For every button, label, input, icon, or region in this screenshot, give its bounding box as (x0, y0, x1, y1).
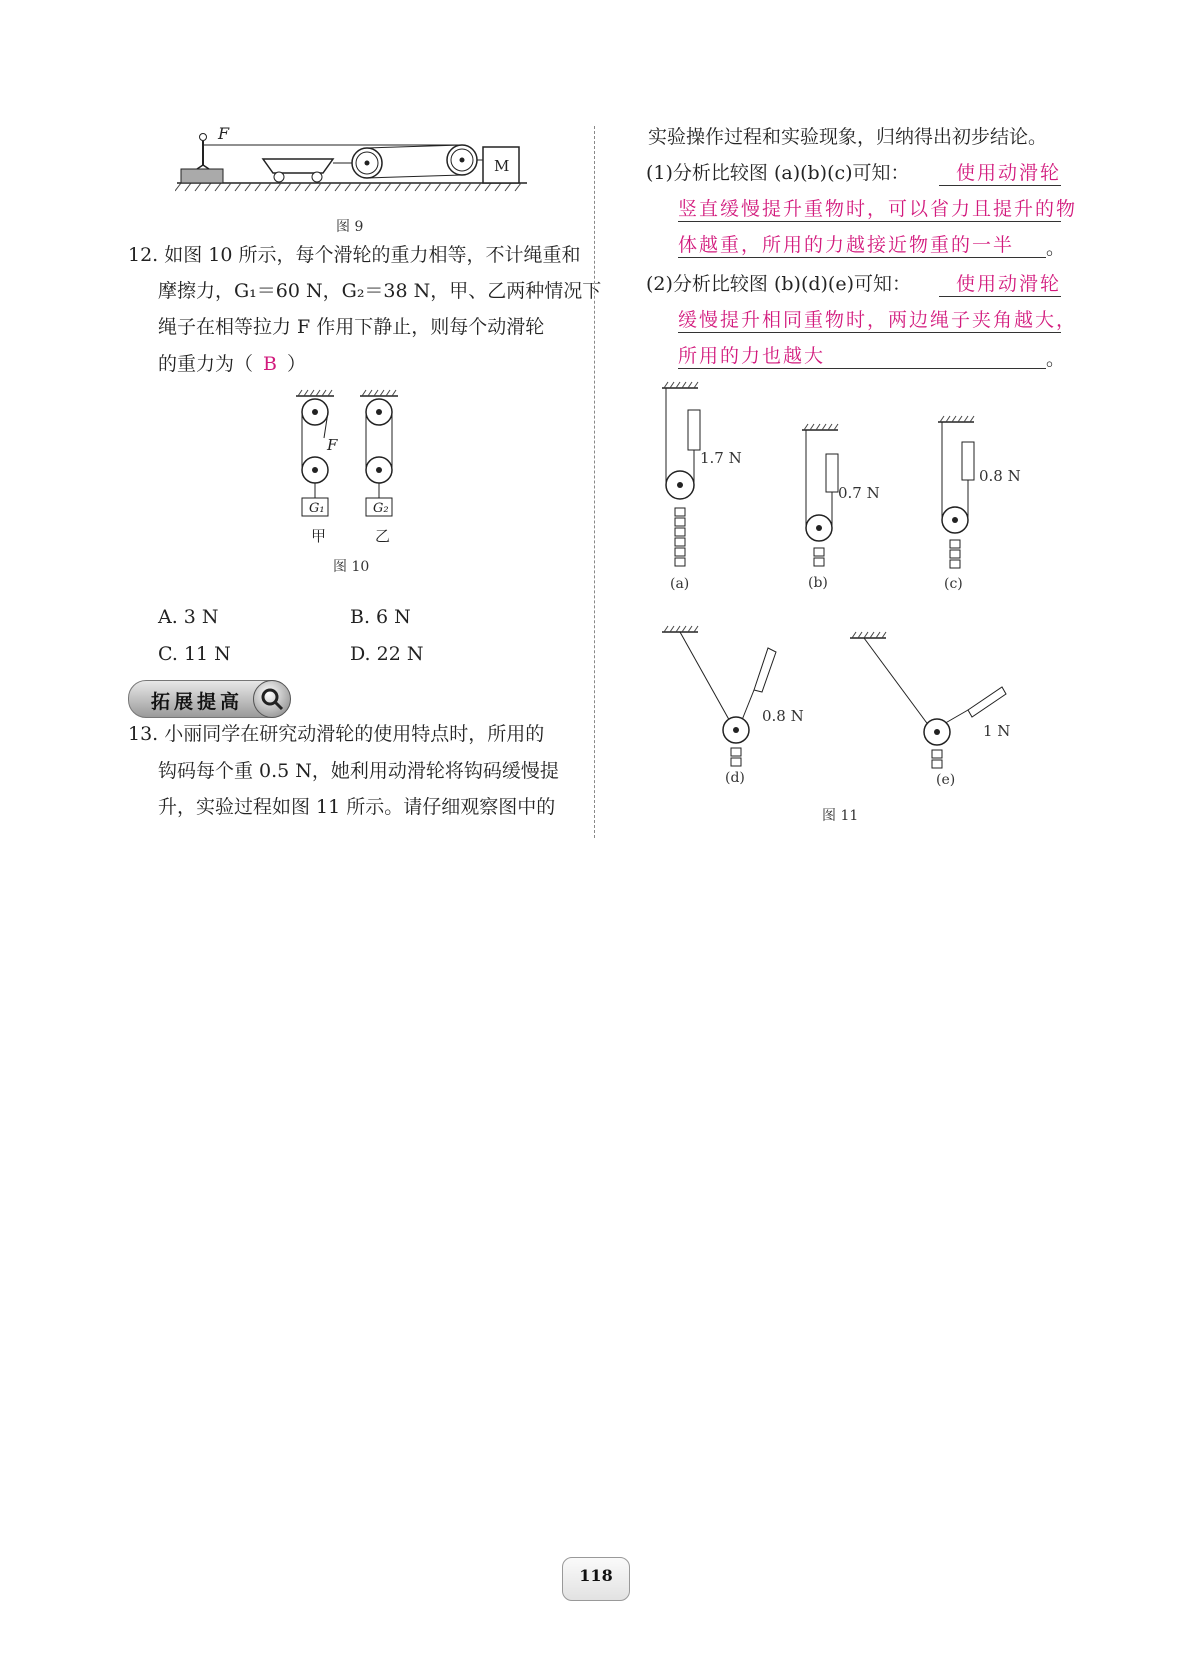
q12-option-c: C. 11 N (158, 643, 231, 665)
q12-suffix: ） (286, 353, 306, 375)
q12-line-4 (158, 352, 306, 376)
q12-prefix: 的重力为（ (158, 353, 254, 375)
fig11-reading-c: 0.8 N (979, 467, 1021, 485)
q13-part1-answer-3: 体越重，所用的力越接近物重的一半 (678, 233, 1046, 258)
page-number-box (562, 1557, 630, 1601)
figure-9-label-m: M (494, 157, 510, 175)
q12-line-2: 摩擦力，G₁＝60 N，G₂＝38 N，甲、乙两种情况下 (158, 280, 602, 302)
fig11-reading-e: 1 N (983, 722, 1011, 740)
q12-line-1: 12. 如图 10 所示，每个滑轮的重力相等，不计绳重和 (128, 244, 581, 266)
q13-line-1: 13. 小丽同学在研究动滑轮的使用特点时，所用的 (128, 723, 545, 745)
fig11-label-d: (d) (725, 770, 745, 786)
q13-line-3: 升，实验过程如图 11 所示。请仔细观察图中的 (158, 796, 556, 818)
section-banner (128, 680, 290, 718)
fig11-label-e: (e) (936, 772, 956, 788)
q13-part1-answer-2: 竖直缓慢提升重物时，可以省力且提升的物 (678, 198, 1078, 220)
page-number: 118 (579, 1566, 613, 1585)
figure-9-caption: 图 9 (336, 219, 364, 235)
q13-part2-end: 。 (1046, 348, 1066, 370)
q13-part2-answer-2: 缓慢提升相同重物时，两边绳子夹角越大， (678, 309, 1078, 331)
column-divider (594, 126, 595, 838)
section-banner-label: 拓展提高 (151, 691, 244, 713)
fig11-reading-a: 1.7 N (700, 449, 742, 467)
fig11-label-a: (a) (670, 576, 690, 592)
q13-continuation: 实验操作过程和实验现象，归纳得出初步结论。 (648, 126, 1048, 148)
fig11-reading-b: 0.7 N (838, 484, 880, 502)
fig11-reading-d: 0.8 N (762, 707, 804, 725)
q13-line-2: 钩码每个重 0.5 N，她利用动滑轮将钩码缓慢提 (158, 760, 559, 782)
q13-part2-answer-3: 所用的力也越大 (678, 344, 1046, 369)
q13-part2-answer-1: 使用动滑轮 (939, 272, 1061, 297)
q13-part1-prefix: (1)分析比较图 (a)(b)(c)可知： (646, 162, 910, 184)
q12-option-d: D. 22 N (350, 643, 424, 665)
q13-part1-answer-1: 使用动滑轮 (939, 161, 1061, 186)
q12-answer: B (263, 353, 277, 375)
q13-part1-end: 。 (1046, 237, 1066, 259)
magnifier-icon (253, 680, 291, 718)
figure-10-caption: 图 10 (333, 559, 370, 575)
fig11-label-b: (b) (808, 575, 828, 591)
q12-option-a: A. 3 N (158, 606, 219, 628)
figure-10-label-f: F (327, 436, 338, 454)
figure-10-label-jia: 甲 (311, 527, 327, 545)
figure-11-caption: 图 11 (822, 808, 859, 824)
fig11-label-c: (c) (944, 576, 963, 592)
q13-part2-prefix: (2)分析比较图 (b)(d)(e)可知： (646, 273, 911, 295)
figure-10-drawing (290, 388, 410, 523)
figure-9-label-f: F (218, 124, 230, 143)
figure-10-label-g2: G₂ (373, 501, 389, 516)
figure-10-label-yi: 乙 (375, 527, 391, 545)
figure-10-label-g1: G₁ (309, 501, 325, 516)
q12-line-3: 绳子在相等拉力 F 作用下静止，则每个动滑轮 (158, 316, 545, 338)
q12-option-b: B. 6 N (350, 606, 411, 628)
